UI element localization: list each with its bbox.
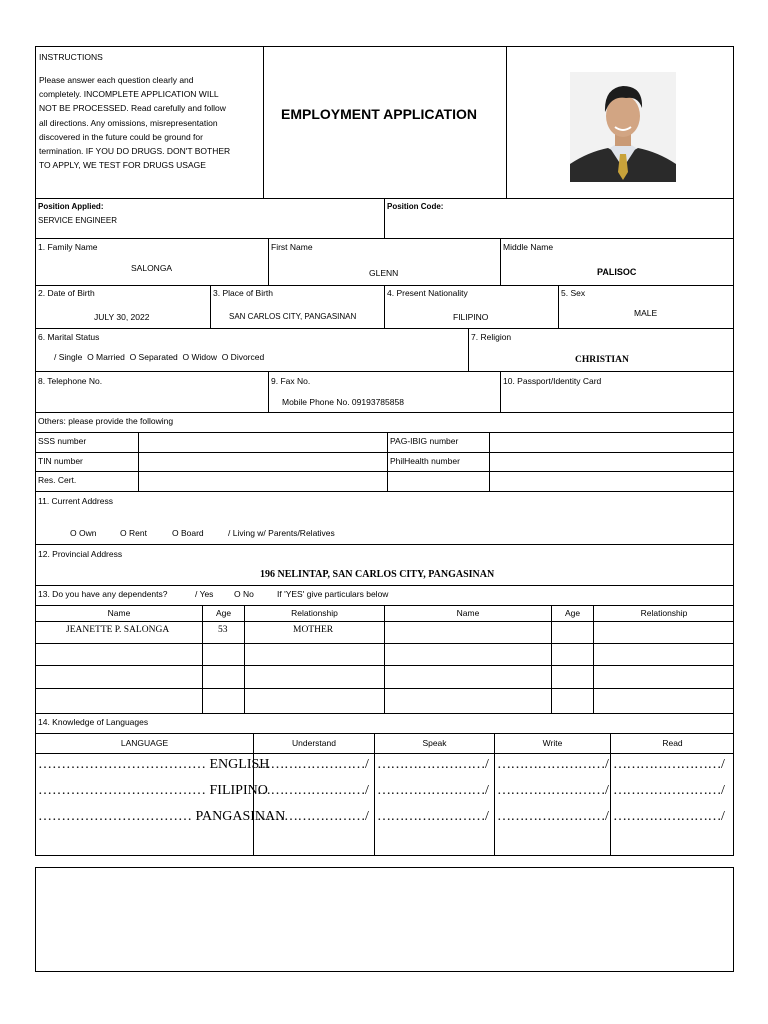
languages-col-language: LANGUAGE [120, 738, 169, 748]
pangasinan-read: ……………………/ [613, 809, 725, 824]
dependents-col-relationship: Relationship [291, 608, 338, 618]
divider [35, 753, 734, 754]
divider [610, 733, 611, 856]
dependents-question: 13. Do you have any dependents? [38, 589, 168, 599]
languages-col-write: Write [542, 738, 563, 748]
english-understand: ……………………/ [257, 757, 369, 772]
divider [210, 285, 211, 329]
english-speak: ……………………/ [377, 757, 489, 772]
place-of-birth-value: SAN CARLOS CITY, PANGASINAN [229, 312, 357, 321]
divider [202, 605, 203, 714]
marital-status-label: 6. Marital Status [38, 332, 100, 342]
address-option-own: O Own [70, 528, 97, 538]
dependents-yes: / Yes [195, 589, 214, 599]
filipino-read: ……………………/ [613, 783, 725, 798]
pagibig-label: PAG-IBIG number [390, 436, 459, 446]
name-row [35, 238, 734, 286]
instructions-line: completely. INCOMPLETE APPLICATION WILL [39, 89, 219, 100]
instructions-line: termination. IF YOU DO DRUGS. DON'T BOTHER [39, 146, 231, 157]
sss-label: SSS number [38, 436, 87, 446]
date-of-birth-label: 2. Date of Birth [38, 288, 95, 298]
divider [244, 605, 245, 714]
instructions-text [39, 73, 230, 172]
middle-name-label: Middle Name [503, 242, 554, 252]
dependents-col-name-2: Name [456, 608, 480, 618]
philhealth-label: PhilHealth number [390, 456, 460, 466]
divider [593, 605, 594, 714]
divider [494, 733, 495, 856]
languages-col-understand: Understand [292, 738, 336, 748]
nationality-value: FILIPINO [453, 312, 489, 322]
languages-label: 14. Knowledge of Languages [38, 717, 149, 727]
dependents-no: O No [234, 589, 254, 599]
rescert-label: Res. Cert. [38, 475, 77, 485]
divider [384, 285, 385, 329]
passport-label: 10. Passport/Identity Card [503, 376, 602, 386]
divider [506, 46, 507, 199]
instructions-line: Please answer each question clearly and [39, 75, 194, 85]
nationality-label: 4. Present Nationality [387, 288, 468, 298]
religion-value: CHRISTIAN [575, 355, 629, 365]
religion-label: 7. Religion [471, 332, 512, 342]
mobile-phone: Mobile Phone No. 09193785858 [282, 397, 404, 407]
address-option-board: O Board [172, 528, 204, 538]
divider [263, 46, 264, 199]
dependents-note: If 'YES' give particulars below [277, 589, 389, 599]
instructions-line: TO APPLY, WE TEST FOR DRUGS USAGE [39, 160, 206, 171]
divider [387, 432, 388, 492]
divider [489, 432, 490, 492]
provincial-address-value: 196 NELINTAP, SAN CARLOS CITY, PANGASINAN [260, 569, 495, 580]
telephone-label: 8. Telephone No. [38, 376, 103, 386]
divider [138, 432, 139, 492]
divider [384, 605, 385, 714]
instructions-line: all directions. Any omissions, misrepresentation [39, 117, 218, 128]
dependent-age: 53 [218, 625, 228, 635]
instructions-line: discovered in the future could be ground for [39, 131, 203, 142]
filipino-write: ……………………/ [497, 783, 609, 798]
provincial-address-label: 12. Provincial Address [38, 549, 123, 559]
marital-status-options: / Single O Married O Separated O Widow O Divorced [54, 352, 265, 362]
position-applied-label: Position Applied: [38, 202, 104, 211]
divider [35, 452, 734, 453]
family-name-value: SALONGA [131, 263, 173, 273]
first-name-label: First Name [271, 242, 313, 252]
family-name-label: 1. Family Name [38, 242, 98, 252]
others-header: Others: please provide the following [38, 416, 174, 426]
position-code-label: Position Code: [387, 202, 444, 211]
fax-label: 9. Fax No. [271, 376, 311, 386]
first-name-value: GLENN [369, 268, 399, 278]
filipino-understand: ……………………/ [257, 783, 369, 798]
dependents-col-age: Age [215, 608, 232, 618]
instructions-title: INSTRUCTIONS [39, 52, 103, 62]
current-address-label: 11. Current Address [38, 496, 113, 506]
address-option-living: / Living w/ Parents/Relatives [228, 528, 335, 538]
date-of-birth-value: JULY 30, 2022 [94, 312, 150, 322]
others-table [35, 432, 734, 492]
divider [268, 371, 269, 413]
dependents-col-relationship-2: Relationship [640, 608, 688, 618]
tin-label: TIN number [38, 456, 83, 466]
dependents-col-name: Name [107, 608, 131, 618]
divider [384, 198, 385, 239]
language-row-english: ……………………………… ENGLISH [38, 757, 270, 772]
position-applied-value: SERVICE ENGINEER [38, 216, 117, 225]
divider [500, 371, 501, 413]
sex-label: 5. Sex [561, 288, 586, 298]
instructions-line: NOT BE PROCESSED. Read carefully and follow [39, 103, 226, 114]
divider [551, 605, 552, 714]
sex-value: MALE [634, 308, 658, 318]
divider [268, 238, 269, 286]
address-option-rent: O Rent [120, 528, 147, 538]
language-row-pangasinan: …………………………… PANGASINAN [38, 809, 286, 824]
divider [468, 328, 469, 372]
languages-col-speak: Speak [422, 738, 447, 748]
dependents-col-age-2: Age [564, 608, 581, 618]
filipino-speak: ……………………/ [377, 783, 489, 798]
english-write: ……………………/ [497, 757, 609, 772]
dependent-relationship: MOTHER [293, 625, 334, 635]
pangasinan-understand: ……………………/ [257, 809, 369, 824]
pangasinan-write: ……………………/ [497, 809, 609, 824]
notes-box [35, 867, 734, 972]
english-read: ……………………/ [613, 757, 725, 772]
marital-row [35, 328, 734, 372]
applicant-photo [570, 72, 676, 182]
middle-name-value: PALISOC [597, 267, 637, 277]
languages-col-read: Read [662, 738, 683, 748]
divider [500, 238, 501, 286]
place-of-birth-label: 3. Place of Birth [213, 288, 274, 298]
language-row-filipino: ……………………………… FILIPINO [38, 783, 268, 798]
pangasinan-speak: ……………………/ [377, 809, 489, 824]
divider [374, 733, 375, 856]
divider [558, 285, 559, 329]
dependent-name: JEANETTE P. SALONGA [66, 625, 170, 635]
form-title: EMPLOYMENT APPLICATION [281, 106, 477, 122]
divider [35, 471, 734, 472]
